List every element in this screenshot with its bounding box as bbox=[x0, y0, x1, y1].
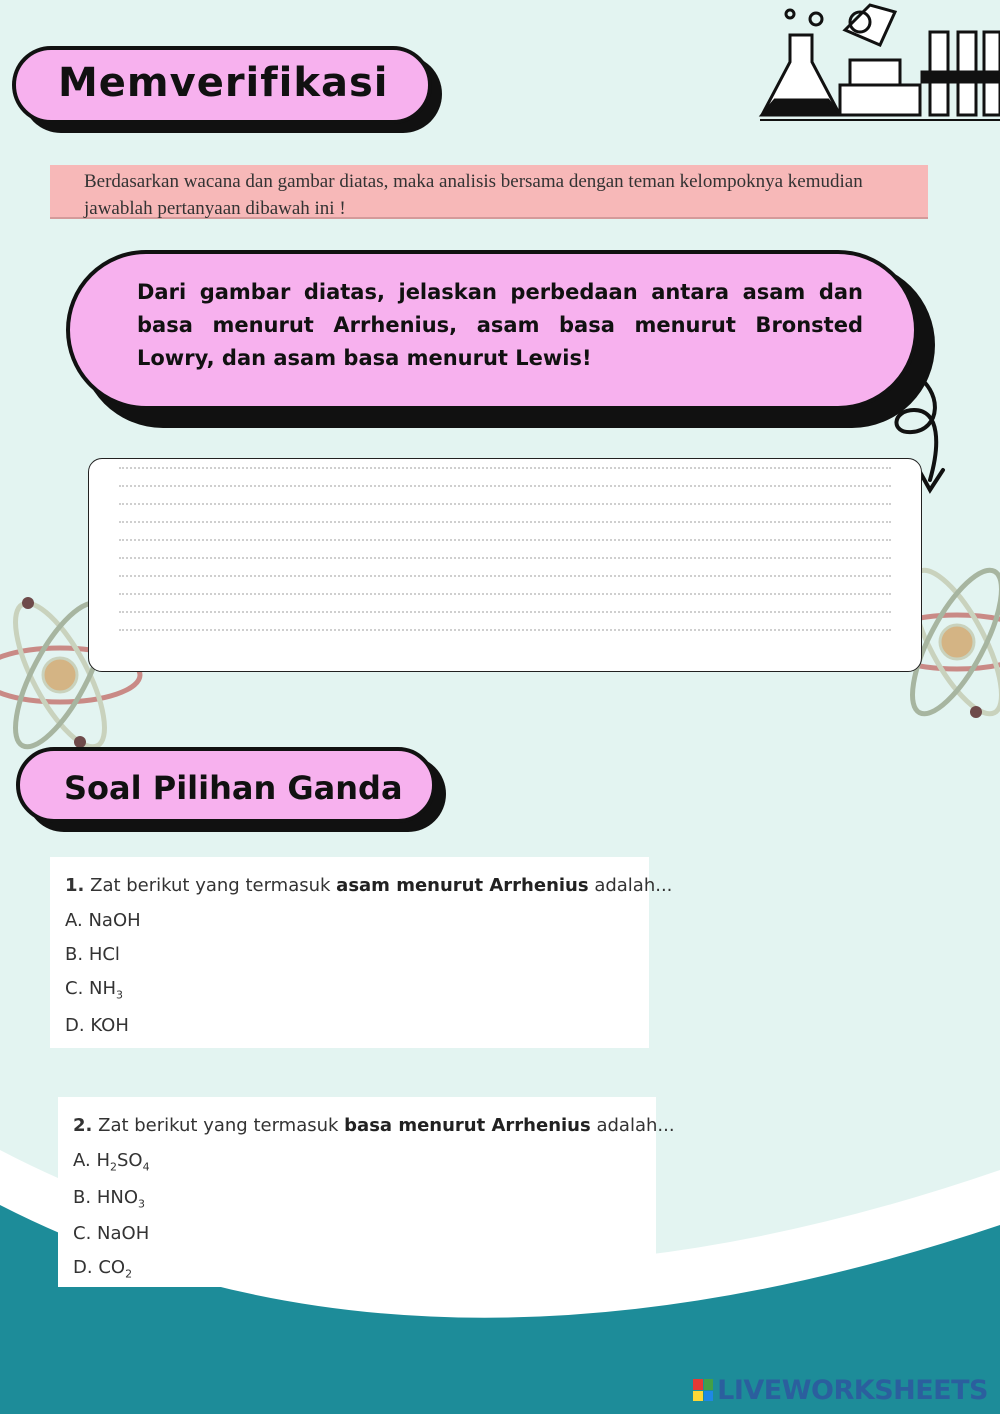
mcq-number: 1. bbox=[65, 875, 85, 896]
option-letter: D. bbox=[65, 1014, 85, 1036]
mcq-option[interactable] bbox=[65, 944, 649, 965]
option-letter: C. bbox=[65, 978, 84, 999]
answer-line bbox=[119, 467, 891, 469]
mcq-option[interactable] bbox=[73, 1150, 656, 1174]
mcq-option[interactable] bbox=[73, 1187, 656, 1211]
mcq-prefix: Zat berikut yang termasuk bbox=[98, 1115, 339, 1136]
option-letter: A. bbox=[65, 910, 83, 931]
option-subscript: 2 bbox=[125, 1267, 133, 1281]
option-text: H bbox=[96, 1150, 110, 1171]
mcq-suffix: adalah... bbox=[594, 875, 673, 896]
option-text: HCl bbox=[88, 944, 120, 965]
mcq-number: 2. bbox=[73, 1115, 93, 1136]
section-title: Soal Pilihan Ganda bbox=[64, 769, 403, 807]
brand-name: LIVEWORKSHEETS bbox=[717, 1374, 988, 1406]
mcq-option[interactable] bbox=[73, 1223, 656, 1244]
option-letter: B. bbox=[73, 1186, 92, 1208]
option-subscript: 3 bbox=[137, 1197, 145, 1211]
answer-line bbox=[119, 521, 891, 523]
mcq-option[interactable] bbox=[65, 910, 649, 931]
option-letter: C. bbox=[73, 1223, 92, 1245]
liveworksheets-logo-icon bbox=[693, 1379, 713, 1401]
option-letter: A. bbox=[73, 1150, 91, 1171]
mcq-prefix: Zat berikut yang termasuk bbox=[90, 875, 331, 896]
answer-line bbox=[119, 539, 891, 541]
question-text: Dari gambar diatas, jelaskan perbedaan antara asam dan basa menurut Arrhenius, asam basa menurut Bronsted Lowry, dan asam basa menurut Lewis! bbox=[137, 280, 863, 370]
option-text: KOH bbox=[90, 1014, 129, 1036]
answer-line bbox=[119, 611, 891, 613]
option-text-tail: SO bbox=[117, 1150, 143, 1171]
answer-line bbox=[119, 503, 891, 505]
option-subscript: 3 bbox=[116, 988, 124, 1002]
instruction-banner: Berdasarkan wacana dan gambar diatas, maka analisis bersama dengan teman kelompoknya kemudian jawablah pertanyaan dibawah ini ! bbox=[50, 165, 928, 219]
mcq-keyword: asam menurut Arrhenius bbox=[336, 875, 589, 896]
brand-footer[interactable] bbox=[693, 1375, 988, 1405]
option-letter: B. bbox=[65, 944, 84, 965]
mcq-card-1 bbox=[50, 857, 673, 1048]
mcq-card-2 bbox=[58, 1097, 675, 1287]
answer-line bbox=[119, 575, 891, 577]
lab-equipment-icon bbox=[760, 5, 1000, 120]
answer-line bbox=[119, 557, 891, 559]
answer-line bbox=[119, 593, 891, 595]
answer-textarea[interactable] bbox=[88, 458, 922, 672]
mcq-question bbox=[73, 1115, 675, 1136]
option-subscript: 4 bbox=[142, 1160, 150, 1174]
answer-guide-lines bbox=[119, 467, 891, 647]
option-text: NaOH bbox=[97, 1223, 150, 1245]
mcq-question bbox=[65, 875, 673, 896]
answer-line bbox=[119, 485, 891, 487]
mcq-option[interactable] bbox=[65, 978, 649, 1002]
option-subscript: 2 bbox=[110, 1160, 117, 1174]
mcq-option[interactable] bbox=[73, 1257, 656, 1281]
mcq-option[interactable] bbox=[65, 1015, 649, 1036]
page-title: Memverifikasi bbox=[58, 60, 389, 106]
mcq-keyword: basa menurut Arrhenius bbox=[344, 1115, 591, 1136]
option-text: CO bbox=[98, 1257, 126, 1279]
option-text: HNO bbox=[96, 1186, 138, 1208]
answer-line bbox=[119, 629, 891, 631]
option-text: NH bbox=[89, 978, 117, 999]
option-text: NaOH bbox=[88, 910, 141, 931]
option-letter: D. bbox=[73, 1257, 93, 1279]
mcq-suffix: adalah... bbox=[596, 1115, 675, 1136]
